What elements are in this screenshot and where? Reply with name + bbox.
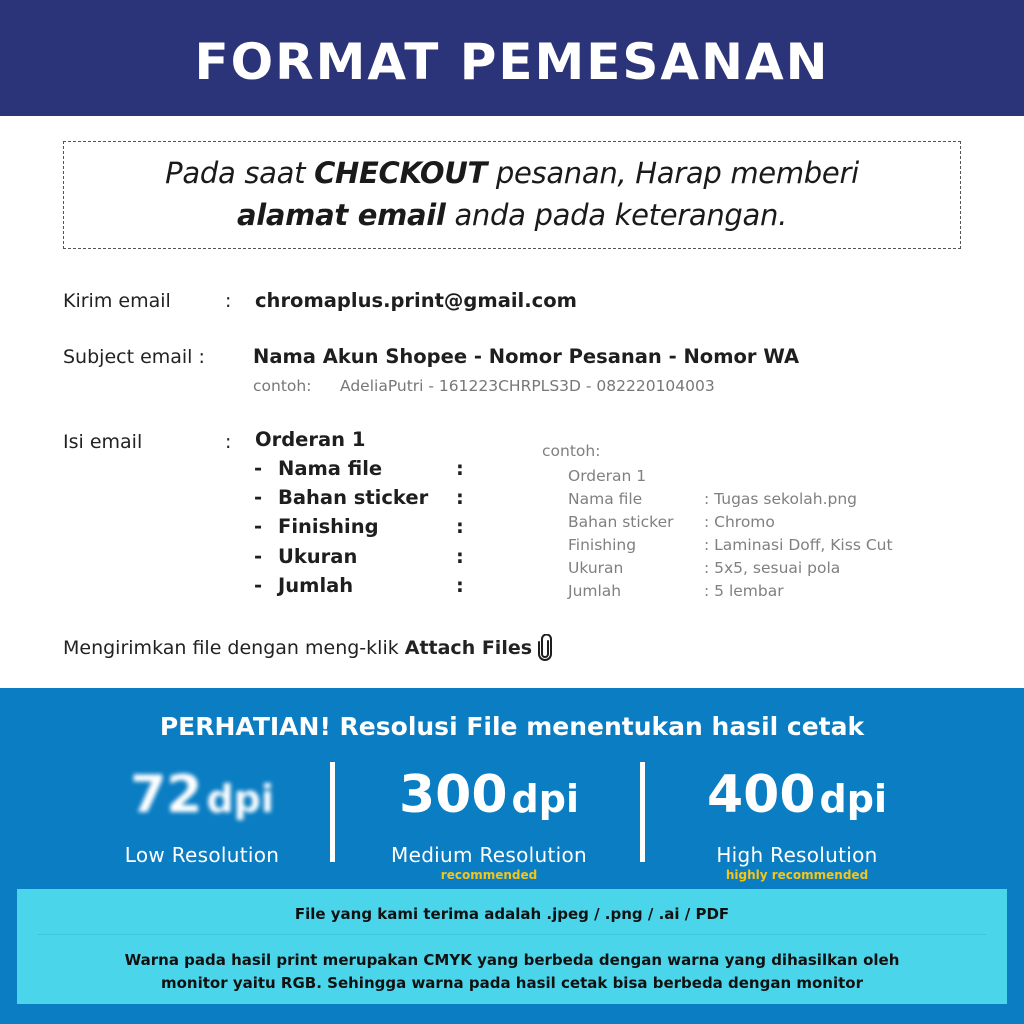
- isi-email-row: [63, 428, 963, 608]
- bullet-dash: -: [254, 457, 263, 480]
- paperclip-icon: [536, 634, 554, 662]
- example-row-name: Nama file: [568, 490, 643, 508]
- isi-order-title: Orderan 1: [255, 428, 366, 451]
- isi-item-colon: :: [456, 457, 464, 480]
- notice-line-1: [64, 152, 960, 194]
- resolution-label: High Resolution: [716, 843, 878, 867]
- isi-item-name: Jumlah: [278, 574, 354, 597]
- color-warning-line-2: monitor yaitu RGB. Sehingga warna pada hasil cetak bisa berbeda dengan monitor: [160, 974, 864, 992]
- attach-text: Mengirimkan file dengan meng-klik: [63, 637, 399, 659]
- subject-format: Nama Akun Shopee - Nomor Pesanan - Nomor WA: [253, 345, 800, 368]
- notice-text: Pada saat: [165, 156, 315, 190]
- isi-item-name: Ukuran: [278, 545, 358, 568]
- checkout-notice-box: [63, 141, 961, 249]
- isi-item-name: Nama file: [278, 457, 383, 480]
- subject-example-value: AdeliaPutri - 161223CHRPLS3D - 082220104003: [340, 377, 715, 395]
- isi-item-colon: :: [456, 486, 464, 509]
- info-separator: [37, 934, 987, 935]
- example-row-name: Bahan sticker: [568, 513, 674, 531]
- example-row-value: : Chromo: [704, 513, 775, 531]
- dpi-unit: dpi: [206, 777, 274, 821]
- divider: [640, 762, 645, 862]
- accepted-formats-text: File yang kami terima adalah .jpeg / .png / .ai / PDF: [294, 905, 730, 923]
- bullet-dash: -: [254, 486, 263, 509]
- isi-item-name: Finishing: [278, 515, 379, 538]
- subject-email-row: [63, 343, 963, 399]
- bullet-dash: -: [254, 574, 263, 597]
- subject-email-label: Subject email :: [63, 346, 205, 368]
- notice-text: pesanan, Harap memberi: [486, 156, 859, 190]
- notice-line-2: [64, 194, 960, 236]
- isi-item-colon: :: [456, 574, 464, 597]
- example-row-value: : 5x5, sesuai pola: [704, 559, 841, 577]
- isi-email-colon: :: [225, 431, 232, 453]
- isi-item-colon: :: [456, 545, 464, 568]
- color-warning-text: [17, 949, 1007, 995]
- example-title: Orderan 1: [568, 467, 647, 485]
- resolution-label: Low Resolution: [124, 843, 280, 867]
- isi-item-colon: :: [456, 515, 464, 538]
- kirim-email-label: Kirim email: [63, 290, 171, 312]
- isi-item-name: Bahan sticker: [278, 486, 429, 509]
- subject-example-label: contoh:: [253, 377, 312, 395]
- notice-checkout-bold: CHECKOUT: [314, 156, 487, 190]
- example-row-name: Ukuran: [568, 559, 624, 577]
- resolution-warning-title: PERHATIAN! Resolusi File menentukan hasil cetak: [159, 712, 865, 741]
- example-label: contoh:: [542, 442, 601, 460]
- resolution-high: [668, 762, 926, 882]
- dpi-number: 72: [130, 765, 203, 825]
- dpi-number: 300: [399, 765, 508, 825]
- example-row-value: : 5 lembar: [704, 582, 784, 600]
- kirim-email-row: [63, 287, 963, 315]
- example-row-name: Finishing: [568, 536, 637, 554]
- attach-instruction: [63, 634, 554, 662]
- highly-recommended-badge: highly recommended: [725, 868, 869, 882]
- color-warning-line-1: Warna pada hasil print merupakan CMYK yang berbeda dengan warna yang dihasilkan oleh: [124, 951, 900, 969]
- isi-email-label: Isi email: [63, 431, 143, 453]
- kirim-email-colon: :: [225, 290, 232, 312]
- example-row-name: Jumlah: [568, 582, 622, 600]
- dpi-number: 400: [707, 765, 816, 825]
- attach-files-label: Attach Files: [404, 637, 533, 659]
- notice-text: anda pada keterangan.: [445, 198, 787, 232]
- dpi-unit: dpi: [511, 777, 579, 821]
- divider: [330, 762, 335, 862]
- recommended-badge: recommended: [440, 868, 538, 882]
- example-row-value: : Tugas sekolah.png: [704, 490, 858, 508]
- notice-email-bold: alamat email: [236, 198, 446, 232]
- file-info-box: [17, 889, 1007, 1004]
- resolution-medium: [354, 762, 624, 882]
- header-banner: [0, 0, 1024, 116]
- resolution-value: [668, 762, 926, 840]
- page-title: FORMAT PEMESANAN: [194, 33, 830, 91]
- resolution-value: [100, 762, 304, 840]
- resolution-label: Medium Resolution: [391, 843, 587, 867]
- dpi-unit: dpi: [819, 777, 887, 821]
- resolution-value: [354, 762, 624, 840]
- example-row-value: : Laminasi Doff, Kiss Cut: [704, 536, 893, 554]
- email-address[interactable]: chromaplus.print@gmail.com: [255, 289, 577, 312]
- resolution-low: [100, 762, 304, 868]
- bullet-dash: -: [254, 545, 263, 568]
- bullet-dash: -: [254, 515, 263, 538]
